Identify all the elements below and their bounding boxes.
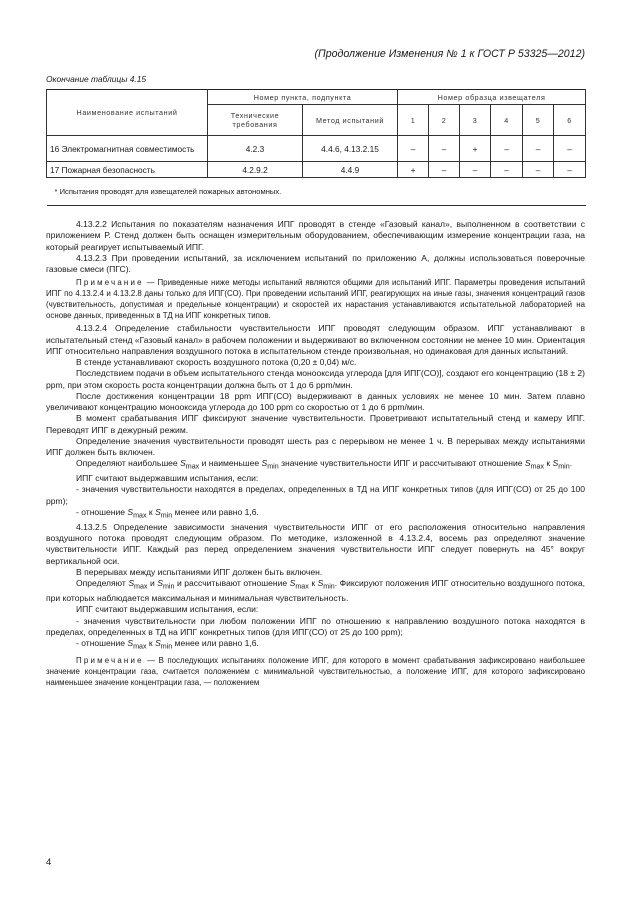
text-run: .	[569, 458, 573, 469]
text-run: и наименьшее	[199, 458, 262, 469]
symbol-s: S	[155, 506, 161, 517]
paragraph: ИПГ считают выдержавшим испытания, если:	[76, 604, 259, 615]
table-row	[47, 136, 586, 162]
symbol-s: S	[552, 458, 559, 469]
text-run: . Фиксируют положения ИПГ относительно воздушного потока, при которых наблюдается максимальная и минимальная чувствительность.	[46, 578, 585, 604]
text-run: и	[147, 578, 158, 589]
subscript-min: min	[160, 511, 173, 520]
subscript-min: min	[162, 582, 175, 591]
row-technical-requirements: 4.2.3	[208, 136, 303, 162]
paragraph: В момент срабатывания ИПГ фиксируют значение чувствительности. Проветривают испытательный стенд и камеру ИПГ. Переводят ИПГ в дежурный режим.	[46, 413, 585, 435]
symbol-s: S	[128, 578, 135, 589]
table-caption: Окончание таблицы 4.15	[46, 74, 147, 84]
header-sample-5: 5	[523, 105, 554, 136]
row-sample-1: +	[398, 162, 429, 178]
header-sample-3: 3	[460, 105, 491, 136]
text-run: к	[544, 458, 553, 469]
header-sample-4: 4	[491, 105, 523, 136]
text-run: Определяют	[76, 578, 129, 589]
header-sample-6: 6	[554, 105, 586, 136]
row-sample-6: –	[554, 162, 586, 178]
note	[46, 277, 585, 321]
subscript-max: max	[134, 582, 148, 591]
header-sample-1: 1	[398, 105, 429, 136]
header-item-group: Номер пункта, подпункта	[208, 90, 398, 105]
header-technical-requirements: Технические требования	[208, 105, 303, 136]
subscript-min: min	[323, 582, 335, 591]
row-sample-1: –	[398, 136, 429, 162]
paragraph: Определение значения чувствительности проводят шесть раз с перерывом не менее 1 ч. В перерывах между испытаниями ИПГ должен быть включен.	[46, 435, 585, 457]
paragraph: - значения чувствительности находятся в пределах, определенных в ТД на ИПГ конкретных типов (для ИПГ(СО) от 25 до 100 ppm);	[46, 484, 585, 506]
symbol-s: S	[524, 458, 531, 469]
text-run: значение чувствительности ИПГ и рассчитывают отношение	[278, 458, 525, 469]
note-label: Примечание	[76, 278, 144, 288]
text-run: к	[146, 506, 156, 517]
row-test-name: 17 Пожарная безопасность	[47, 162, 208, 178]
subscript-max: max	[133, 511, 147, 520]
symbol-s: S	[127, 638, 134, 649]
subscript-max: max	[530, 462, 545, 471]
text-run: и рассчитывают отношение	[174, 578, 290, 589]
row-test-name: 16 Электромагнитная совместимость	[47, 136, 208, 162]
text-run: менее или равно 1,6.	[172, 638, 259, 649]
row-sample-5: –	[523, 136, 554, 162]
row-sample-3: –	[460, 162, 491, 178]
row-sample-2: –	[429, 136, 460, 162]
note-text: — Приведенные ниже методы испытаний являются общими для испытаний ИПГ. Параметры проведения испытаний ИПГ по 4.13.2.4 и 4.13.2.8 даны только для ИПГ(СО). При проведении испытаний ИПГ, реагирующих на иные газы, значения концентраций газов (чувствительность, допустимая и предельные концентрации) и скоростей их нарастания устанавливаются испытательной лабораторией на основе данных, приведенных в ТД на ИПГ конкретных типов.	[46, 278, 585, 321]
paragraph: В стенде устанавливают скорость воздушного потока (0,20 ± 0,04) м/с.	[76, 357, 357, 367]
subscript-max: max	[185, 462, 200, 471]
symbol-s: S	[289, 578, 296, 589]
row-technical-requirements: 4.2.9.2	[208, 162, 303, 178]
row-test-method: 4.4.9	[303, 162, 398, 178]
header-sample-2: 2	[429, 105, 460, 136]
text-run: к	[146, 638, 156, 649]
paragraph	[46, 578, 585, 604]
header-test-name: Наименование испытаний	[47, 90, 208, 136]
paragraph: 4.13.2.4 Определение стабильности чувствительности ИПГ проводят следующим образом. ИПГ устанавливают в испытательный стенд «Газовый канал» в рабочем положении и выдерживают во включенном состоянии не менее 10 мин. Ориентация ИПГ относительно направления воздушного потока в испытательном стенде произвольная, но одинаковая для данных испытаний.	[46, 323, 585, 356]
subscript-max: max	[133, 642, 147, 651]
subscript-max: max	[295, 582, 309, 591]
subscript-min: min	[558, 462, 570, 471]
note-text: — В последующих испытаниях положение ИПГ, для которого в момент срабатывания зафиксировано наибольшее значение концентрации газа, считается положением с минимальной чувствительностью, а положение ИПГ, для которого зафиксировано наименьшее значение концентрации газа, — положением	[46, 656, 585, 688]
symbol-s: S	[261, 458, 268, 469]
paragraph	[46, 458, 585, 473]
paragraph: 4.13.2.2 Испытания по показателям назначения ИПГ проводят в стенде «Газовый канал», выполненном в соответствии с приложением Р. Стенд должен быть оснащен измерительным оборудованием, обеспечивающим измерение концентрации газа, на который реагирует испытываемый ИПГ.	[46, 219, 585, 252]
subscript-min: min	[160, 642, 173, 651]
text-run: менее или равно 1,6.	[172, 506, 259, 517]
paragraph: 4.13.2.3 При проведении испытаний, за исключением испытаний по приложению А, должны использоваться поверочные газовые смеси (ПГС).	[46, 252, 585, 274]
text-run: к	[308, 578, 318, 589]
paragraph: В перерывах между испытаниями ИПГ должен быть включен.	[76, 566, 323, 577]
table-footnote: * Испытания проводят для извещателей пожарных автономных.	[47, 178, 586, 206]
paragraph	[46, 507, 585, 522]
symbol-s: S	[157, 578, 163, 589]
row-sample-4: –	[491, 162, 523, 178]
row-sample-3: +	[460, 136, 491, 162]
page-number: 4	[46, 857, 52, 868]
symbol-s: S	[155, 638, 161, 649]
table-row	[47, 162, 586, 178]
note-label: Примечание	[76, 656, 144, 666]
row-sample-2: –	[429, 162, 460, 178]
paragraph: ИПГ считают выдержавшим испытания, если:	[76, 473, 259, 484]
paragraph: 4.13.2.5 Определение зависимости значения чувствительности ИПГ от его расположения относительно направления воздушного потока проводят следующим образом. По методике, изложенной в 4.13.2.4, восемь раз определяют значение чувствительности ИПГ. Каждый раз перед определением значения чувствительности ИПГ следует повернуть на 45° вокруг вертикальной оси.	[46, 521, 585, 566]
paragraph: После достижения концентрации 18 ppm ИПГ(СО) выдерживают в данных условиях не менее 10 мин. Затем плавно увеличивают концентрацию монооксида углерода до 100 ppm со скоростью от 1 до 6 ppm/мин.	[46, 390, 585, 412]
paragraph	[46, 638, 585, 653]
text-run: Определяют наибольшее	[76, 458, 181, 469]
test-table	[46, 89, 586, 206]
text-run: - отношение	[76, 506, 128, 517]
paragraph: Последствием подачи в объем испытательного стенда монооксида углерода [для ИПГ(СО)], создают его концентрацию (18 ± 2) ppm, при этом скорость роста концентрации должна быть от 1 до 6 ppm/мин.	[46, 368, 585, 390]
body-text	[46, 219, 585, 688]
symbol-s: S	[180, 458, 186, 469]
symbol-s: S	[317, 578, 324, 589]
text-run: - отношение	[76, 638, 128, 649]
header-sample-group: Номер образца извещателя	[398, 90, 586, 105]
paragraph: - значения чувствительности при любом положении ИПГ по отношению к направлению воздушного потока находятся в пределах, определенных в ТД на ИПГ конкретных типов (для ИПГ(СО) от 25 до 100 ppm);	[46, 615, 585, 637]
symbol-s: S	[127, 506, 134, 517]
row-sample-6: –	[554, 136, 586, 162]
note	[46, 655, 585, 688]
subscript-min: min	[267, 462, 279, 471]
row-sample-4: –	[491, 136, 523, 162]
row-test-method: 4.4.6, 4.13.2.15	[303, 136, 398, 162]
header-test-method: Метод испытаний	[303, 105, 398, 136]
row-sample-5: –	[523, 162, 554, 178]
running-header: (Продолжение Изменения № 1 к ГОСТ Р 53325—2012)	[314, 48, 585, 60]
